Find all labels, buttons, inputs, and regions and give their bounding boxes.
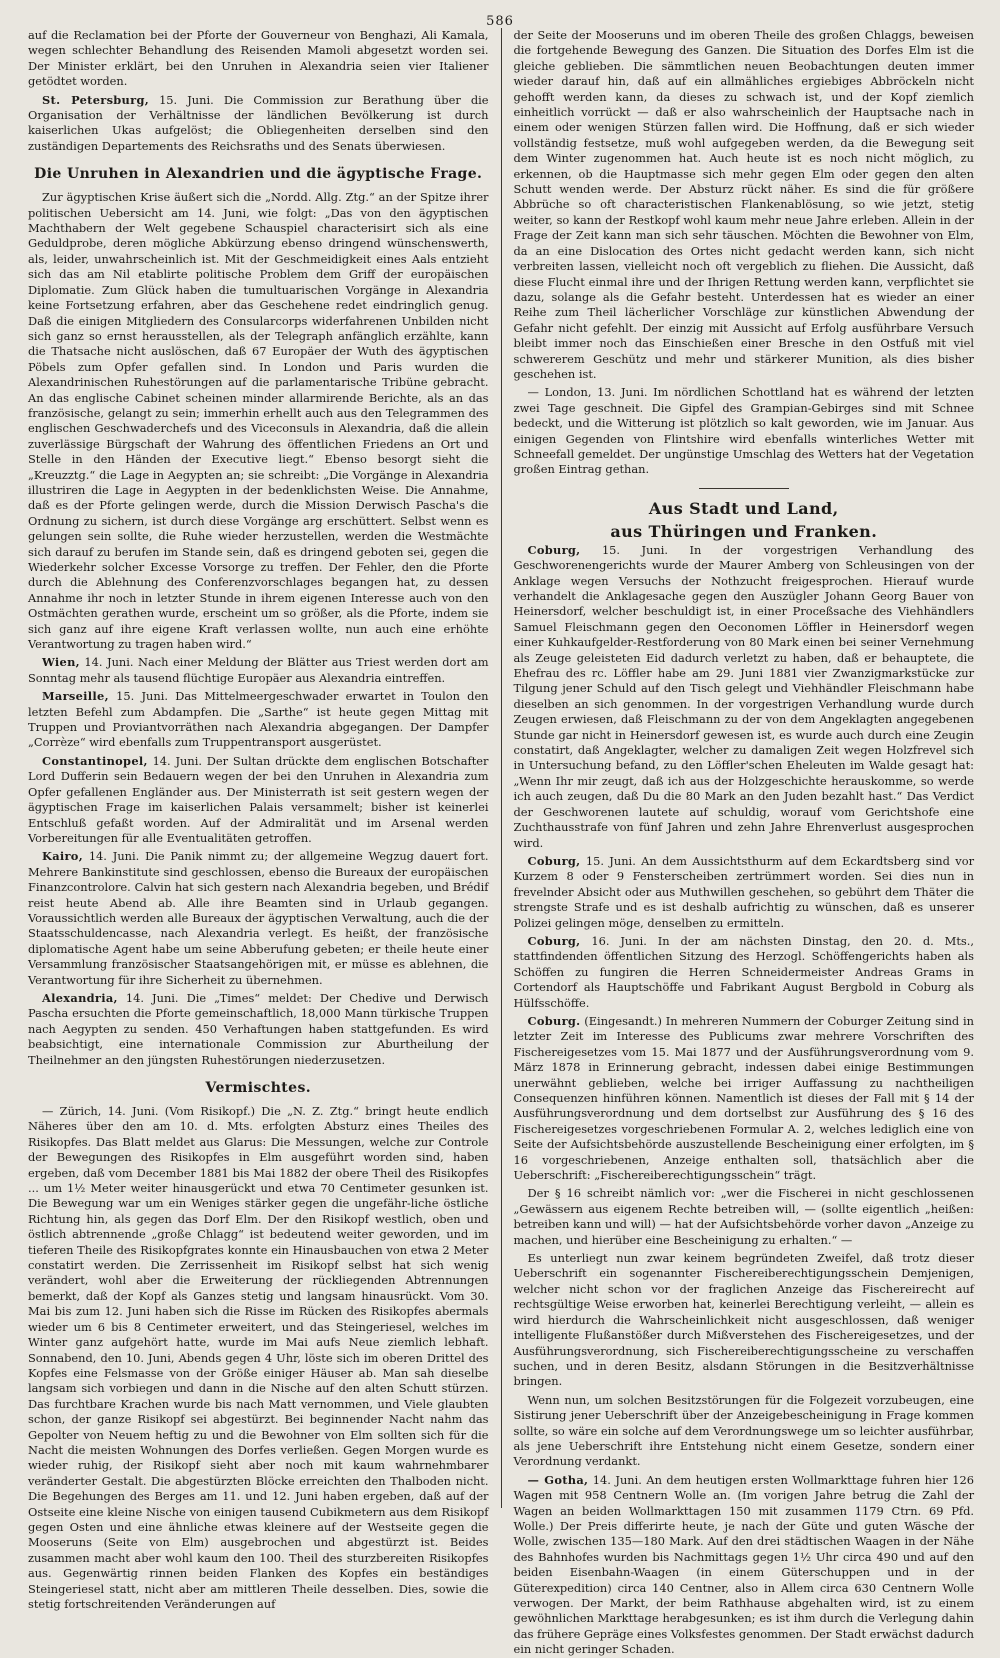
article-text: 14. Juni. Die „Times“ meldet: Der Chedive und Derwisch Pascha ersuchten die Pforte gemeinschaftlich, 18,000 Mann türkische Truppen nach Aegypten zu senden. 450 Verhaftungen haben stattgefunden. Es wird beabsichtigt, eine internationale Commission zur Aburtheilung der Theilnehmer an den jüngsten Ruhestörungen niederzusetzen.: [28, 990, 489, 1067]
article-paragraph: Es unterliegt nun zwar keinem begründeten Zweifel, daß trotz dieser Ueberschrift ein sogenannter Fischereiberechtigungsschein Demjenigen, welcher nicht schon vor der fraglichen Anzeige das Fischereirecht auf rechtsgültige Weise erworben hat, keinerlei Berechtigung verleiht, — allein es wird hierdurch die Wahrscheinlichkeit nicht ausgeschlossen, daß weniger intelligente Flußanstößer durch Mißverstehen des Fischereigesetzes, und der Ausführungsverordnung, sich Fischereiberechtigungsscheine zu verschaffen suchen, und in deren Besitz, alsdann Störungen in die Besitzverhältnisse bringen.: [513, 1251, 975, 1389]
dateline: Kairo,: [42, 849, 83, 864]
article-paragraph: — London, 13. Juni. Im nördlichen Schottland hat es während der letzten zwei Tage geschneit. Die Gipfel des Grampian-Gebirges sind mit Schnee bedeckt, und die Witterung ist plötzlich so kalt geworden, wie im Januar. Aus einigen Gegenden von Flintshire wird ebenfalls winterliches Wetter mit Schneefall gemeldet. Der ungünstige Umschlag des Wetters hat der Vegetation großen Eintrag gethan.: [513, 385, 975, 477]
article-paragraph: [514, 854, 975, 931]
article-paragraph: — Zürich, 14. Juni. (Vom Risikopf.) Die „N. Z. Ztg.“ bringt heute endlich Näheres über den am 10. d. Mts. erfolgten Absturz eines Theiles des Risikopfes. Das Blatt meldet aus Glarus: Die Messungen, welche zur Controle der Bewegungen des Risikopfes in Elm ausgeführt worden sind, haben ergeben, daß vom December 1881 bis Mai 1882 der obere Theil des Risikopfes ... um 1½ Meter weiter hinausgerückt und etwa 70 Centimeter gesunken ist. Die Bewegung war um ein Weniges stärker gegen die ungefähr-liche östliche Richtung hin, als gegen das Dorf Elm. Der den Risikopf westlich, oben und östlich abtrennende „große Chlagg“ ist bedeutend weiter geworden, und im tieferen Theile des Risikopfgrates konnte ein Hinausbauchen von etwa 2 Meter constatirt werden. Die Zerrissenheit im Risikopf selbst hat sich wenig verändert, wohl aber die Erweiterung der rückliegenden Abtrennungen bemerkt, daß der Kopf als Ganzes stetig und langsam hinausrückt. Vom 30. Mai bis zum 12. Juni haben sich die Risse im Rücken des Risikopfes abermals wieder um 6 bis 8 Centimeter erweitert, und das Steingeriesel, welches im Winter ganz aufgehört hatte, wurde im Mai aufs Neue ziemlich lebhaft. Sonnabend, den 10. Juni, Abends gegen 4 Uhr, löste sich im oberen Drittel des Kopfes eine Felsmasse von der Größe einiger Häuser ab. Man sah dieselbe langsam sich vorbiegen und dann in die Nische auf den alten Schutt stürzen. Das furchtbare Krachen wurde bis nach Matt vernommen, und Viele glaubten schon, der ganze Risikopf sei abgestürzt. Bei beginnender Nacht nahm das Gepolter von Neuem heftig zu und die Bewohner von Elm sollten sich für die Nacht die meisten Wohnungen des Dorfes verließen. Gegen Morgen wurde es wieder ruhig, der Risikopf sieht aber noch mit kaum wahrnehmbarer veränderter Gestalt. Die abgestürzten Blöcke erreichten den Thalboden nicht. Die Begehungen des Berges am 11. und 12. Juni haben ergeben, daß auf der Ostseite eine kleine Nische von einigen tausend Cubikmetern aus dem Risikopf gegen Osten und eine ähnliche etwas kleinere auf der Westseite gegen die Mooseruns (Seite von Elm) ausgebrochen und abgestürzt ist. Beides zusammen macht aber wohl kaum den 100. Theil des sturzbereiten Risikopfes aus. Gegenwärtig rinnen beiden Flanken des Kopfes ein beständiges Steingeriesel statt, nicht aber am mittleren Theile desselben. Dies, sowie die stetig fortschreitenden Veränderungen auf: [28, 1104, 489, 1611]
page-number: 586: [486, 14, 514, 29]
article-text: 15. Juni. In der vorgestrigen Verhandlung des Geschworenengerichts wurde der Maurer Amberg von Schleusingen von der Anklage wegen Versuchs der Nothzucht freigesprochen. Hierauf wurde verhandelt die Anklagesache gegen den Auszügler Johann Georg Bauer von Heinersdorf, welcher beschuldigt ist, in einer Proceßsache des Viehhändlers Samuel Fleischmann gegen den Oeconomen Löffler in Heinersdorf wegen einer Kuhkaufgelder-Restforderung von 80 Mark einen bei seiner Vernehmung als Zeuge geleisteten Eid dadurch verletzt zu haben, daß er behauptete, die Ehefrau des rc. Löffler habe am 29. Juni 1881 vier Zwanzigmarkstücke zur Tilgung jener Schuld auf den Tisch gelegt und Viehhändler Fleischmann habe dieselben an sich genommen. In der vorgestrigen Verhandlung wurde durch Zeugen erwiesen, daß Fleischmann zu der von dem Angeklagten angegebenen Stunde gar nicht in Heinersdorf gewesen ist, es wurde auch durch eine Zeugin constatirt, daß Angeklagter, welcher zu damaligen Zeit wegen Holzfrevel sich in Untersuchung befand, zu den Löffler'schen Eheleuten im Walde gesagt hat: „Wenn Ihr mir zeugt, daß ich aus der Holzgeschichte herauskomme, so werde ich auch zeugen, daß Du die 80 Mark an den Juden bezahlt hast.“ Das Verdict der Geschworenen lautete auf schuldig, worauf vom Gerichtshofe eine Zuchthausstrafe von fünf Jahren und zehn Jahre Ehrenverlust ausgesprochen wird.: [513, 542, 975, 850]
article-paragraph: [28, 655, 489, 686]
article-text: 14. Juni. Die Panik nimmt zu; der allgemeine Wegzug dauert fort. Mehrere Bankinstitute sind geschlossen, ebenso die Bureaux der europäischen Finanzcontrolore. Calvin hat sich gestern nach Alexandria begeben, und Brédif reist heute Abend ab. Alle ihre Beamten sind in Urlaub gegangen. Voraussichtlich werden alle Bureaux der ägyptischen Verwaltung, auch die der Staatsschuldencasse, nach Alexandria verlegt. Es heißt, der französische diplomatische Agent habe um seine Abberufung gebeten; er theile heute einer Versammlung französischer Staatsangehörigen mit, er müsse es ablehnen, die Verantwortung für ihre Sicherheit zu übernehmen.: [28, 849, 489, 987]
article-paragraph: [514, 1014, 975, 1183]
article-text: 15. Juni. Die Commission zur Berathung über die Organisation der Verhältnisse der ländlichen Bevölkerung ist durch kaiserlichen Ukas aufgelöst; die Obliegenheiten derselben sind den zuständigen Departements des Reichsraths und des Senats überwiesen.: [28, 92, 489, 153]
section-heading: Aus Stadt und Land,: [648, 498, 839, 518]
dateline: Coburg,: [527, 542, 581, 557]
left-column: [28, 28, 489, 1611]
dateline: St. Petersburg,: [42, 92, 149, 107]
article-text: 15. Juni. Das Mittelmeergeschwader erwartet in Toulon den letzten Befehl zum Abdampfen. Die „Sarthe“ ist heute gegen Mittag mit Truppen und Proviantvorräthen nach Alexandria abgegangen. Der Dampfer „Corrèze“ wird ebenfalls zum Truppentransport ausgerüstet.: [28, 689, 489, 750]
article-paragraph: [28, 689, 489, 751]
right-column: [513, 28, 975, 1657]
article-paragraph: [514, 543, 975, 851]
article-paragraph: Zur ägyptischen Krise äußert sich die „Nordd. Allg. Ztg.“ an der Spitze ihrer politischen Uebersicht am 14. Juni, wie folgt: „Das von den ägyptischen Machthabern der Welt gegebene Schauspiel characterisirt sich als eine Geduldprobe, deren mögliche Abkürzung ebenso dringend wünschenswerth, als, leider, unwahrscheinlich ist. Mit der Geschmeidigkeit eines Aals entzieht sich das am Nil etablirte politische Problem dem Griff der europäischen Diplomatie. Zum Glück haben die tumultuarischen Vorgänge in Alexandria keine Fortsetzung erfahren, aber das Geschehene redet eindringlich genug. Daß die einigen Mitgliedern des Consularcorps widerfahrenen Unbilden nicht sich ganz so ernst herausstellen, als der Telegraph anfänglich erzählte, kann die Thatsache nicht auslöschen, daß 67 Europäer der Wuth des ägyptischen Pöbels zum Opfer gefallen sind. In London und Paris wurden die Alexandrinischen Ruhestörungen auf die parlamentarische Tribüne gebracht. An das englische Cabinet scheinen minder allarmirende Berichte, als an das französische, gelangt zu sein; immerhin erhellt auch aus den Telegrammen des englischen Geschwaderchefs und des Viceconsuls in Alexandria, daß die allein zuverlässige Bürgschaft der Wahrung des öffentlichen Friedens an Ort und Stelle in den Händen der Executive liegt.“ Ebenso besorgt sieht die „Kreuzztg.“ die Lage in Aegypten an; sie schreibt: „Die Vorgänge in Alexandria illustriren die Lage in Aegypten in der bedenklichsten Weise. Die Annahme, daß es der Pforte gelingen werde, durch die Mission Derwisch Pascha's die Ordnung zu sichern, ist durch diese Vorgänge arg erschüttert. Selbst wenn es gelungen sein sollte, die Ruhe wieder herzustellen, werden die Westmächte sich darauf zu berufen im Stande sein, daß es dringend geboten sei, gegen die Wiederkehr solcher Excesse Vorsorge zu treffen. Der Fehler, den die Pforte durch die Ablehnung des Conferenzvorschlages begangen hat, zu dessen Annahme ihr noch in letzter Stunde in ihrem eigenen Interesse auch von den Ostmächten gerathen wurde, erscheint um so größer, als die Pforte, indem sie sich ganz auf ihre eigene Kraft verlassen wollte, nun auch eine erhöhte Verantwortung zu tragen haben wird.“: [28, 190, 489, 652]
article-text: 15. Juni. An dem Aussichtsthurm auf dem Eckardtsberg sind vor Kurzem 8 oder 9 Fensterscheiben zertrümmert worden. Sei dies nun in frevelnder Absicht oder aus Muthwillen geschehen, so gebührt dem Thäter die strengste Strafe und es ist deshalb aufrichtig zu wünschen, daß es unserer Polizei gelingen möge, denselben zu ermitteln.: [513, 853, 975, 930]
section-heading: Die Unruhen in Alexandrien und die ägyptische Frage.: [34, 166, 483, 183]
article-text: (Eingesandt.) In mehreren Nummern der Coburger Zeitung sind in letzter Zeit im Interesse des Publicums zwar mehrere Vorschriften des Fischereigesetzes vom 15. Mai 1877 und der Ausführungsverordnung vom 9. März 1878 in Erinnerung gebracht, indessen dabei einige Bestimmungen unerwähnt geblieben, welche bei irriger Auffassung zu nachtheiligen Consequenzen hinführen können. Namentlich ist dieses der Fall mit § 14 der Ausführungsverordnung und dem dortselbst zur Ausführung des § 16 des Fischereigesetzes vorgeschriebenen Formular A. 2, welches lediglich eine von Seite der Aufsichtsbehörde auszustellende Bescheinigung einer erfolgten, im § 16 vorgeschriebenen, Anzeige enthalten soll, thatsächlich aber die Ueberschrift: „Fischereiberechtigungsschein“ trägt.: [513, 1013, 975, 1183]
article-paragraph: auf die Reclamation bei der Pforte der Gouverneur von Benghazi, Ali Kamala, wegen schlechter Behandlung des Reisenden Mamoli abgesetzt worden sei. Der Minister erklärt, bei den Unruhen in Alexandria seien vier Italiener getödtet worden.: [28, 28, 489, 89]
dateline: Coburg.: [527, 1013, 581, 1028]
article-text: 14. Juni. Der Sultan drückte dem englischen Botschafter Lord Dufferin sein Bedauern wegen der bei den Unruhen in Alexandria zum Opfer gefallenen Engländer aus. Der Ministerrath ist seit gestern wegen der ägyptischen Frage im kaiserlichen Palais versammelt; bisher ist keinerlei Entschluß gefaßt worden. Auf der Admiralität und im Arsenal werden Vorbereitungen für alle Eventualitäten getroffen.: [28, 753, 489, 845]
article-paragraph: [28, 849, 489, 988]
article-paragraph: [28, 93, 489, 155]
column-divider: [501, 28, 502, 1508]
article-text: 16. Juni. In der am nächsten Dinstag, den 20. d. Mts., stattfindenden öffentlichen Sitzung des Herzogl. Schöffengerichts haben als Schöffen zu fungiren die Herren Schneidermeister Andreas Grams in Cortendorf als Hauptschöffe und Fabrikant August Bergbold in Coburg als Hülfsschöffe.: [513, 933, 975, 1010]
article-paragraph: [28, 754, 489, 846]
section-divider: [699, 488, 789, 489]
dateline: Coburg,: [527, 853, 581, 868]
dateline: Coburg,: [527, 933, 581, 948]
article-text: 14. Juni. Nach einer Meldung der Blätter aus Triest werden dort am Sonntag mehr als tausend flüchtige Europäer aus Alexandria eintreffen.: [28, 655, 489, 685]
dateline: Wien,: [42, 655, 80, 670]
section-subheading: aus Thüringen und Franken.: [610, 521, 878, 541]
article-paragraph: Wenn nun, um solchen Besitzstörungen für die Folgezeit vorzubeugen, eine Sistirung jener Ueberschrift über der Anzeigebescheinigung in Frage kommen sollte, so wäre ein solche auf dem Verordnungswege um so leichter ausführbar, als jene Ueberschrift ihre Entstehung nicht einem Gesetze, sondern einer Verordnung verdankt.: [513, 1392, 975, 1469]
article-text: 14. Juni. An dem heutigen ersten Wollmarkttage fuhren hier 126 Wagen mit 958 Centnern Wolle an. (Im vorigen Jahre betrug die Zahl der Wagen an beiden Wollmarkttagen 150 mit zusammen 1179 Ctrn. 69 Pfd. Wolle.) Der Preis differirte heute, je nach der Güte und guten Wäsche der Wolle, zwischen 135—180 Mark. Auf den drei städtischen Waagen in der Nähe des Bahnhofes wurden bis Nachmittags gegen 1½ Uhr circa 490 und auf den beiden Eisenbahn-Waagen (in einem Güterschuppen und in der Güterexpedition) circa 140 Centner, also in Allem circa 630 Centnern Wolle verwogen. Der Markt, der beim Rathhause abgehalten wird, ist zu einem gewöhnlichen Markttage herabgesunken; es ist ihm durch die Verlegung dahin das frühere Gepräge eines Volksfestes genommen. Der Stadt erwächst dadurch ein nicht geringer Schaden.: [513, 1472, 975, 1657]
dateline: Constantinopel,: [42, 753, 148, 768]
dateline: Alexandria,: [42, 990, 118, 1005]
article-paragraph: Der § 16 schreibt nämlich vor: „wer die Fischerei in nicht geschlossenen „Gewässern aus eigenem Rechte betreiben will, — (sollte eigentlich „heißen: betreiben kann und will) — hat der Aufsichtsbehörde vorher davon „Anzeige zu machen, und hierüber eine Bescheinigung zu erhalten.“ —: [513, 1186, 975, 1247]
article-paragraph: [514, 1473, 975, 1658]
columns: [28, 28, 975, 1657]
article-paragraph: der Seite der Mooseruns und im oberen Theile des großen Chlaggs, beweisen die fortgehende Bewegung des Ganzen. Die Situation des Dorfes Elm ist die gleiche geblieben. Die sämmtlichen neuen Beobachtungen deuten immer wieder darauf hin, daß auf ein allmähliches ergiebiges Abbröckeln nicht gehofft werden kann, da dieses zu schwach ist, und der Kopf ziemlich einheitlich vorrückt — daß er also wahrscheinlich der Hauptsache nach in einem oder wenigen Stürzen fallen wird. Die Hoffnung, daß er sich wieder vollständig festsetze, muß wohl aufgegeben werden, da die Bewegung seit dem Winter zugenommen hat. Auch heute ist es noch nicht möglich, zu erkennen, ob die Hauptmasse sich mehr gegen Elm oder gegen den alten Schutt wenden werde. Der Absturz rückt näher. Es sind die für größere Abbrüche so oft characteristischen Flankenablösung, so wie jetzt, stetig weiter, so kann der Restkopf wohl kaum mehr neue Jahre erleben. Allein in der Frage der Zeit kann man sich sehr täuschen. Möchten die Bewohner von Elm, da an eine Dislocation des Ortes nicht gedacht werden kann, sich nicht verbreiten lassen, vielleicht noch oft vergeblich zu fliehen. Die Aussicht, daß diese Flucht einmal ihre und der Ihrigen Rettung werden kann, verpflichtet sie dazu, solange als die Gefahr besteht. Unterdessen hat es wieder an einer Reihe zum Theil lächerlicher Vorschläge zur künstlichen Abwendung der Gefahr nicht gefehlt. Der einzig mit Aussicht auf Erfolg ausführbare Versuch bleibt immer noch das Einschießen einer Bresche in den Ostfuß mit viel schwererem Geschütz und mehr und stärkerer Munition, als dies bisher geschehen ist.: [513, 28, 975, 381]
dateline: Marseille,: [42, 689, 109, 704]
section-heading: Vermischtes.: [205, 1080, 312, 1096]
article-paragraph: [28, 991, 489, 1068]
dateline: — Gotha,: [527, 1472, 589, 1487]
article-paragraph: [514, 934, 975, 1011]
